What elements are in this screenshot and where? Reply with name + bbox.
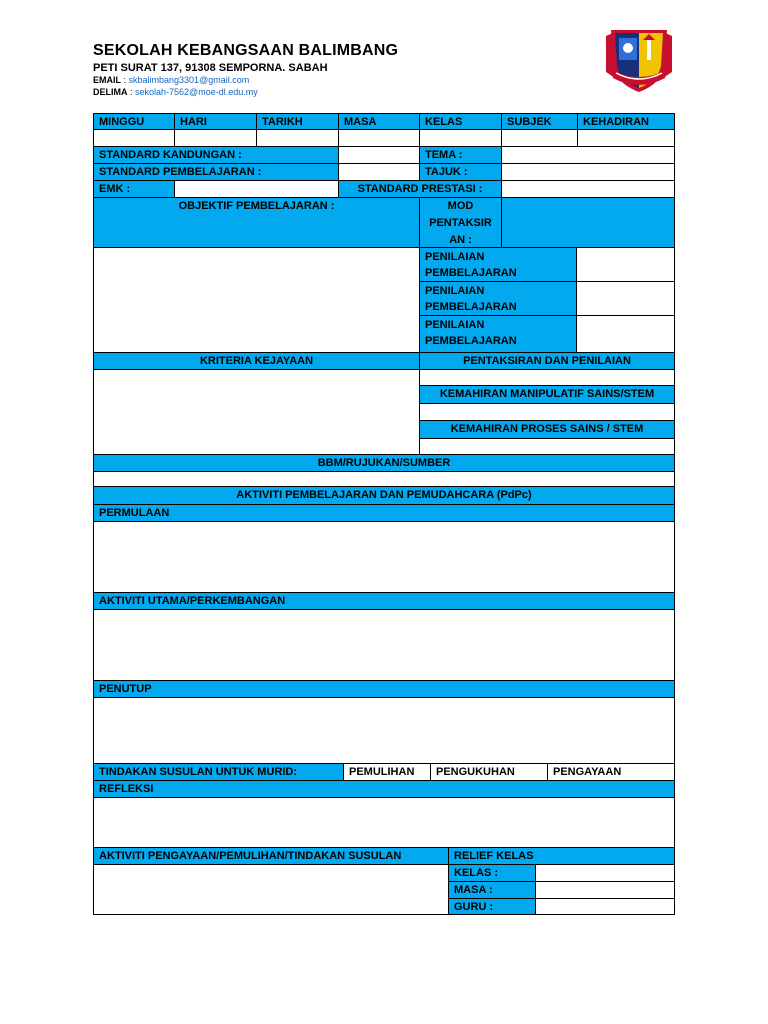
- standard-prestasi-field[interactable]: [501, 180, 675, 198]
- kehadiran-label: KEHADIRAN: [577, 113, 675, 130]
- standard-prestasi-label: STANDARD PRESTASI :: [338, 180, 502, 198]
- pengukuhan-option[interactable]: PENGUKUHAN: [430, 763, 548, 781]
- relief-masa-label: MASA :: [448, 881, 536, 899]
- standard-pembelajaran-field[interactable]: [338, 163, 420, 181]
- tindakan-susulan-label: TINDAKAN SUSULAN UNTUK MURID:: [93, 763, 344, 781]
- hari-label: HARI: [174, 113, 257, 130]
- kemahiran-proses-label: KEMAHIRAN PROSES SAINS / STEM: [419, 420, 675, 439]
- aktiviti-utama-label: AKTIVITI UTAMA/PERKEMBANGAN: [93, 592, 675, 610]
- pemulihan-option[interactable]: PEMULIHAN: [343, 763, 431, 781]
- relief-masa-field[interactable]: [535, 881, 675, 899]
- subjek-label: SUBJEK: [501, 113, 578, 130]
- emk-field[interactable]: [174, 180, 339, 198]
- kehadiran-field[interactable]: [577, 129, 675, 147]
- kemahiran-proses-field[interactable]: [419, 438, 675, 455]
- objektif-content[interactable]: [93, 247, 420, 353]
- penilaian-field-1[interactable]: [576, 247, 675, 282]
- penutup-label: PENUTUP: [93, 680, 675, 698]
- school-address: PETI SURAT 137, 91308 SEMPORNA. SABAH: [93, 62, 328, 74]
- pentaksiran-penilaian-field[interactable]: [419, 369, 675, 386]
- penilaian-field-2[interactable]: [576, 281, 675, 316]
- aktiviti-pengayaan-label: AKTIVITI PENGAYAAN/PEMULIHAN/TINDAKAN SUSULAN: [93, 847, 449, 865]
- bbm-field[interactable]: [93, 471, 675, 487]
- penilaian-field-3[interactable]: [576, 315, 675, 353]
- relief-guru-field[interactable]: [535, 898, 675, 915]
- email-line: [93, 74, 398, 86]
- delima-label: DELIMA: [93, 87, 128, 97]
- pengayaan-option[interactable]: PENGAYAAN: [547, 763, 675, 781]
- permulaan-content[interactable]: [93, 521, 675, 593]
- penutup-content[interactable]: [93, 697, 675, 764]
- kemahiran-manipulatif-label: KEMAHIRAN MANIPULATIF SAINS/STEM: [419, 385, 675, 404]
- delima-line: [93, 86, 398, 98]
- standard-kandungan-label: STANDARD KANDUNGAN :: [93, 146, 339, 164]
- bbm-label: BBM/RUJUKAN/SUMBER: [93, 454, 675, 472]
- tema-label: TEMA :: [419, 146, 502, 164]
- relief-kelas-field-label: KELAS :: [448, 864, 536, 882]
- minggu-field[interactable]: [93, 129, 175, 147]
- relief-guru-label: GURU :: [448, 898, 536, 915]
- aktiviti-utama-content[interactable]: [93, 609, 675, 681]
- school-name: SEKOLAH KEBANGSAAN BALIMBANG: [93, 42, 399, 59]
- minggu-label: MINGGU: [93, 113, 175, 130]
- masa-label: MASA: [338, 113, 420, 130]
- tajuk-label: TAJUK :: [419, 163, 502, 181]
- kelas-label: KELAS: [419, 113, 502, 130]
- mod-pentaksiran-label: MOD PENTAKSIR AN :: [419, 197, 502, 248]
- delima-separator: :: [127, 87, 136, 97]
- aktiviti-pdpc-label: AKTIVITI PEMBELAJARAN DAN PEMUDAHCARA (PdPc): [93, 486, 675, 505]
- penilaian-label-3: PENILAIAN PEMBELAJARAN: [419, 315, 577, 353]
- email-separator: :: [121, 75, 129, 85]
- lesson-plan-form: [93, 113, 675, 915]
- kemahiran-manipulatif-field[interactable]: [419, 403, 675, 421]
- school-header: [93, 42, 398, 98]
- refleksi-content[interactable]: [93, 797, 675, 848]
- penilaian-label-1: PENILAIAN PEMBELAJARAN: [419, 247, 577, 282]
- mod-pentaksiran-field[interactable]: [501, 197, 675, 248]
- penilaian-label-2: PENILAIAN PEMBELAJARAN: [419, 281, 577, 316]
- standard-pembelajaran-label: STANDARD PEMBELAJARAN :: [93, 163, 339, 181]
- emk-label: EMK :: [93, 180, 175, 198]
- hari-field[interactable]: [174, 129, 257, 147]
- standard-kandungan-field[interactable]: [338, 146, 420, 164]
- relief-kelas-field[interactable]: [535, 864, 675, 882]
- aktiviti-pengayaan-content[interactable]: [93, 864, 449, 915]
- kriteria-kejayaan-label: KRITERIA KEJAYAAN: [93, 352, 420, 370]
- delima-link[interactable]: sekolah-7562@moe-dl.edu.my: [135, 87, 258, 97]
- objektif-label: OBJEKTIF PEMBELAJARAN :: [93, 197, 420, 248]
- tajuk-field[interactable]: [501, 163, 675, 181]
- email-link[interactable]: skbalimbang3301@gmail.com: [128, 75, 250, 85]
- kelas-field[interactable]: [419, 129, 502, 147]
- permulaan-label: PERMULAAN: [93, 504, 675, 522]
- subjek-field[interactable]: [501, 129, 578, 147]
- tema-field[interactable]: [501, 146, 675, 164]
- tarikh-field[interactable]: [256, 129, 339, 147]
- relief-kelas-label: RELIEF KELAS: [448, 847, 675, 865]
- school-crest-icon: [603, 26, 675, 96]
- refleksi-label: REFLEKSI: [93, 780, 675, 798]
- email-label: EMAIL: [93, 75, 121, 85]
- pentaksiran-penilaian-label: PENTAKSIRAN DAN PENILAIAN: [419, 352, 675, 370]
- tarikh-label: TARIKH: [256, 113, 339, 130]
- masa-field[interactable]: [338, 129, 420, 147]
- kriteria-kejayaan-content[interactable]: [93, 369, 420, 455]
